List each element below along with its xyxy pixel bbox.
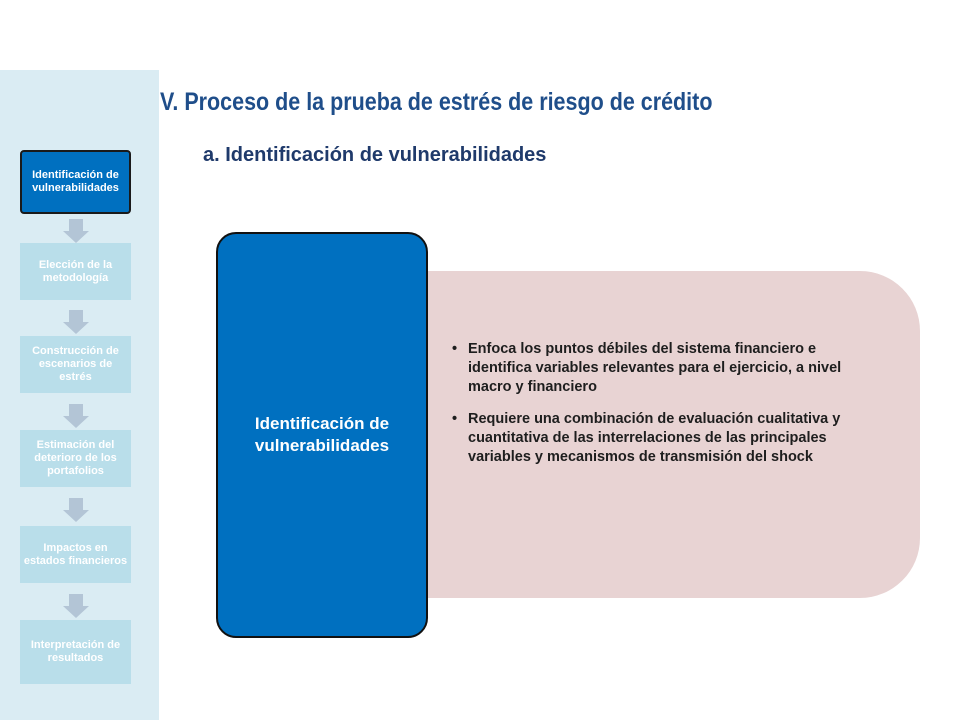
step-label: Interpretación de resultados	[30, 639, 121, 664]
down-arrow-icon	[63, 310, 89, 334]
step-label: Elección de la metodología	[38, 258, 113, 284]
down-arrow-icon	[63, 404, 89, 428]
step-estimacion[interactable]	[20, 430, 131, 487]
step-eleccion[interactable]	[20, 243, 131, 300]
bullet-item: • Enfoca los puntos débiles del sistema financiero e identifica variables relevantes para el ejercicio, a nivel macro y financiero	[448, 340, 868, 397]
bullet-item: • Requiere una combinación de evaluación cualitativa y cuantitativa de las interrelaciones de las principales variables y mecanismos de transmisión del shock	[448, 410, 868, 467]
page-title: V. Proceso de la prueba de estrés de riesgo de crédito	[160, 88, 713, 116]
step-label: Construcción de escenarios de estrés	[32, 345, 119, 383]
step-construccion[interactable]	[20, 336, 131, 393]
step-identificacion[interactable]	[20, 150, 131, 214]
step-impactos[interactable]	[20, 526, 131, 583]
page-subtitle: a. Identificación de vulnerabilidades	[203, 144, 547, 166]
down-arrow-icon	[63, 498, 89, 522]
down-arrow-icon	[63, 594, 89, 618]
bullet-list	[448, 340, 868, 480]
step-interpretacion[interactable]	[20, 620, 131, 684]
down-arrow-icon	[63, 219, 89, 243]
step-label: Impactos en estados financieros	[23, 541, 128, 567]
stage-label: Identificación de vulnerabilidades	[254, 414, 390, 455]
stage-label-box	[216, 232, 428, 638]
step-label: Identificación de vulnerabilidades	[32, 169, 119, 194]
step-label: Estimación del deterioro de los portafolios	[34, 439, 117, 477]
